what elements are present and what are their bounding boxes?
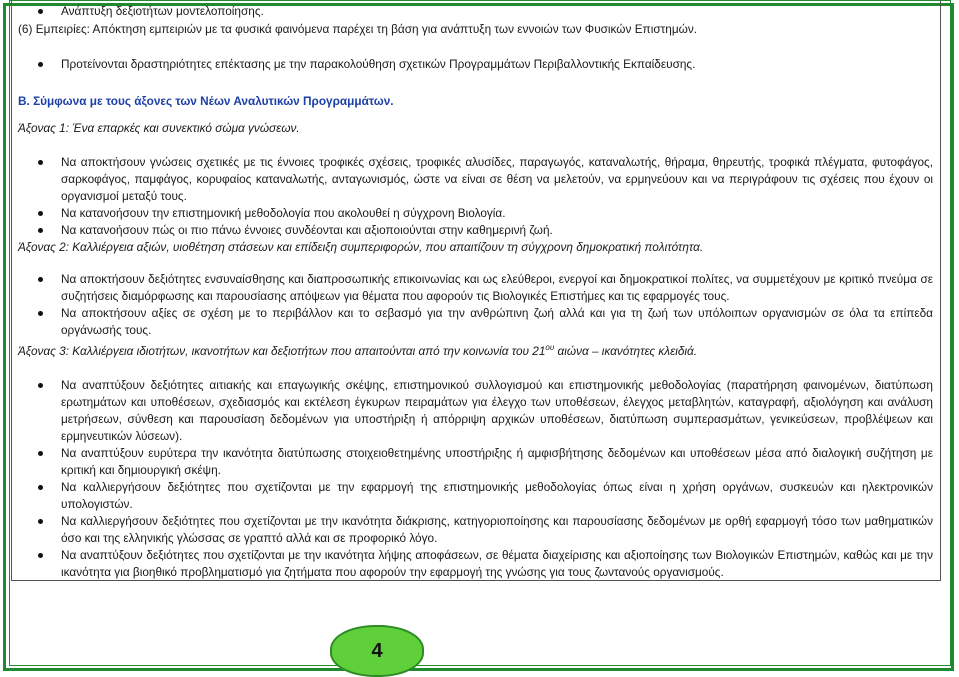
page-number: 4	[371, 639, 383, 662]
text-line: (6) Εμπειρίες: Απόκτηση εμπειριών με τα φυσικά φαινόμενα παρέχει τη βάση για ανάπτυξη των εννοιών των Φυσικών Επιστημών.	[18, 22, 698, 36]
bullet-item: Ανάπτυξη δεξιοτήτων μοντελοποίησης.	[13, 3, 943, 20]
list-item: Να καλλιεργήσουν δεξιότητες που σχετίζονται με την εφαρμογή της επιστημονικής μεθοδολογίας όπως είναι η χρήση οργάνων, συσκευών και ηλεκτρονικών υπολογιστών.	[13, 479, 943, 513]
list-item: Να καλλιεργήσουν δεξιότητες που σχετίζονται με την ικανότητα διάκρισης, κατηγοριοποίησης και παρουσίασης δεδομένων με ορθή εφαρμογή τόσο των μαθηματικών όσο και της ελληνικής γλώσσας σε γραπτό αλλά και σε προφορικό λόγο.	[13, 513, 943, 547]
axis-2-title: Άξονας 2: Καλλιέργεια αξιών, υιοθέτηση στάσεων και επίδειξη συμπεριφορών, που απαιτίζουν τη σύγχρονη δημοκρατική πολιτότητα.	[18, 240, 704, 254]
list-item: Να αναπτύξουν ευρύτερα την ικανότητα διατύπωσης στοιχειοθετημένης υποστήριξης ή αμφισβήτησης δεδομένων και υποθέσεων μέσα από διαλογική συζήτηση με κριτική και δημιουργική σκέψη.	[13, 445, 943, 479]
bullet-item: Προτείνονται δραστηριότητες επέκτασης με την παρακολούθηση σχετικών Προγραμμάτων Περιβαλλοντικής Εκπαίδευσης.	[13, 56, 943, 73]
list-item: Να αποκτήσουν αξίες σε σχέση με το περιβάλλον και το σεβασμό για την ανθρώπινη ζωή αλλά και για τη ζωή των υπόλοιπων οργανισμών σε όλα τα επίπεδα οργάνωσής τους.	[13, 305, 943, 339]
list-item: Να αναπτύξουν δεξιότητες που σχετίζονται με την ικανότητα λήψης αποφάσεων, σε θέματα διαχείρισης και αξιοποίησης των Βιολογικών Επιστημών, καθώς και με την ικανότητα για βιοηθικό προβληματισμό για ζητήματα που αφορούν την εφαρμογή της γνώσης για τους ζωντανούς οργανισμούς.	[13, 547, 943, 581]
axis-1-list	[13, 154, 943, 239]
list-item: Να αναπτύξουν δεξιότητες αιτιακής και επαγωγικής σκέψης, επιστημονικού συλλογισμού και επιστημονικής μεθοδολογίας (παρατήρηση φαινομένων, διατύπωση ερωτημάτων και υποθέσεων, σχεδιασμός και εκτέλεση έγκυρων πειραμάτων για έλεγχο των υποθέσεων, έλεγχος μεταβλητών, καταγραφή, αξιολόγηση και ανάλυση μετρήσεων, σύνθεση και παρουσίαση δεδομένων για υποστήριξη ή απόρριψη αρχικών υποθέσεων, διατύπωση συμπερασμάτων, γενικεύσεων, προβλέψεων και ερμηνευτικών λύσεων).	[13, 377, 943, 445]
list-item: Να αποκτήσουν γνώσεις σχετικές με τις έννοιες τροφικές σχέσεις, τροφικές αλυσίδες, παραγωγός, καταναλωτής, θήραμα, θηρευτής, τροφικά πλέγματα, φυτοφάγος, σαρκοφάγος, παμφάγος, κορυφαίος καταναλωτής, ανταγωνισμός, ώστε να είναι σε θέση να μελετούν, να ερμηνεύουν και να περιγράφουν τις σχέσεις που έχουν οι οργανισμοί μεταξύ τους.	[13, 154, 943, 205]
list-item: Να κατανοήσουν την επιστημονική μεθοδολογία που ακολουθεί η σύγχρονη Βιολογία.	[13, 205, 943, 222]
list-item: Να αποκτήσουν δεξιότητες ενσυναίσθησης και διαπροσωπικής επικοινωνίας και ως ελεύθεροι, ενεργοί και δημοκρατικοί πολίτες, να συμμετέχουν με κριτικό πνεύμα σε συζητήσεις διαμόρφωσης και παρουσίασης απόψεων για θέματα που αφορούν τις Βιολογικές Επιστήμες και τις εφαρμογές τους.	[13, 271, 943, 305]
list-item: Να κατανοήσουν πώς οι πιο πάνω έννοιες συνδέονται και αξιοποιούνται στην καθημερινή ζωή.	[13, 222, 943, 239]
axis-2-list	[13, 271, 943, 339]
axis-3-title: Άξονας 3: Καλλιέργεια ιδιοτήτων, ικανοτήτων και δεξιοτήτων που απαιτούνται από την κοινωνία του $21^{o\upsilon}$ αιώνα – ικανότητες κλειδιά.	[18, 343, 698, 358]
section-heading: Β. Σύμφωνα με τους άξονες των Νέων Αναλυτικών Προγραμμάτων.	[18, 94, 394, 108]
document-body	[13, 0, 943, 581]
axis-3-list	[13, 377, 943, 581]
page-number-badge	[330, 625, 424, 677]
axis-1-title: Άξονας 1: Ένα επαρκές και συνεκτικό σώμα γνώσεων.	[18, 121, 300, 135]
